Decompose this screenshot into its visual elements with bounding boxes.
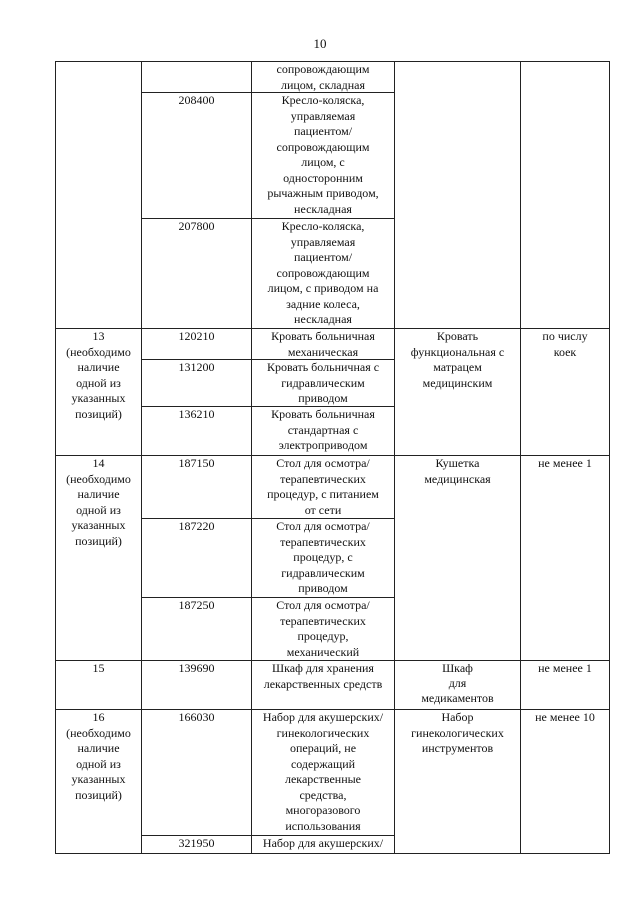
item-name: Кресло-коляска, управляемая пациентом/ сопровождающим лицом, с односторонним рычажным приводом, нескладная: [267, 93, 379, 216]
quantity: не менее 1: [538, 456, 592, 470]
row-number: 16 (необходимо наличие одной из указанных позиций): [66, 710, 131, 802]
item-name: Кровать больничная механическая: [271, 329, 375, 359]
item-code: 187250: [178, 598, 215, 612]
item-name: Кровать больничная с гидравлическим приводом: [266, 360, 380, 405]
item-name: Набор для акушерских/: [262, 836, 384, 850]
quantity: не менее 1: [538, 661, 592, 675]
equipment-table: [55, 61, 610, 854]
table-border-right: [609, 61, 610, 854]
quantity: не менее 10: [535, 710, 595, 724]
product-name: Кровать функциональная с матрацем медицинским: [410, 329, 505, 390]
item-code: 207800: [178, 219, 215, 233]
table-border-bottom: [55, 853, 610, 854]
product-name: Шкаф для медикаментов: [421, 661, 494, 705]
item-name: сопровождающим лицом, складная: [276, 62, 370, 92]
item-name: Набор для акушерских/ гинекологических операций, не содержащий лекарственные средства, многоразового использования: [262, 710, 384, 833]
row-number: 15: [92, 661, 105, 675]
item-name: Шкаф для хранения лекарственных средств: [263, 661, 383, 691]
row-number: 13 (необходимо наличие одной из указанных позиций): [66, 329, 131, 421]
item-name: Стол для осмотра/ терапевтических процедур, механический: [276, 598, 370, 659]
quantity: по числу коек: [542, 329, 588, 359]
item-code: 139690: [178, 661, 215, 675]
row-number: 14 (необходимо наличие одной из указанных позиций): [66, 456, 131, 548]
item-code: 131200: [178, 360, 215, 374]
item-name: Стол для осмотра/ терапевтических процедур, с гидравлическим приводом: [276, 519, 370, 595]
item-name: Кресло-коляска, управляемая пациентом/ сопровождающим лицом, с приводом на задние колеса, нескладная: [267, 219, 379, 326]
item-name: Кровать больничная стандартная с электроприводом: [271, 407, 375, 452]
item-code: 321950: [178, 836, 215, 850]
product-name: Кушетка медицинская: [424, 456, 491, 486]
page-number: 10: [313, 36, 327, 51]
item-code: 136210: [178, 407, 215, 421]
item-name: Стол для осмотра/ терапевтических процедур, с питанием от сети: [267, 456, 379, 517]
item-code: 120210: [178, 329, 215, 343]
item-code: 187220: [178, 519, 215, 533]
item-code: 187150: [178, 456, 215, 470]
item-code: 166030: [178, 710, 215, 724]
product-name: Набор гинекологических инструментов: [411, 710, 504, 755]
item-code: 208400: [178, 93, 215, 107]
